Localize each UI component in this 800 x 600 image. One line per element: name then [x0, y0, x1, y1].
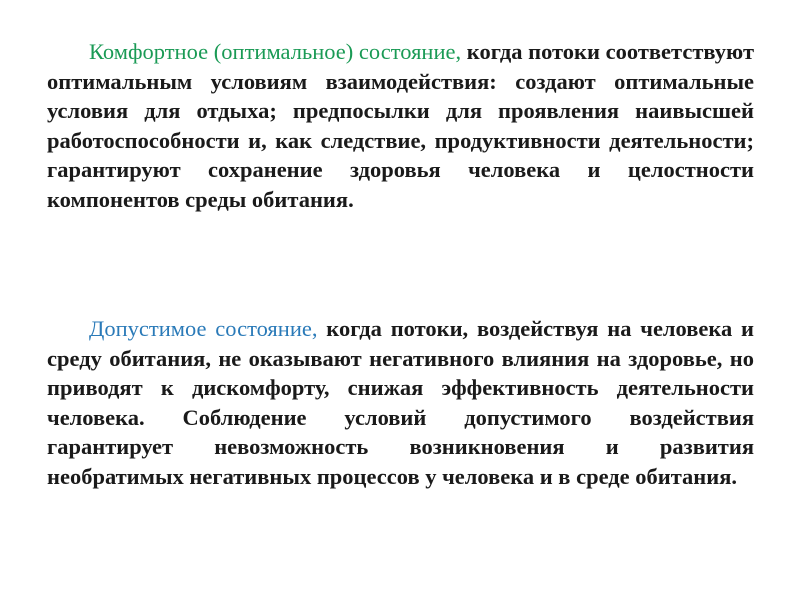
paragraph-text: когда потоки, воздействуя на человека и среду обитания, не оказывают негативного влияния на здоровье, но приводят к дискомфорту, снижая эффективность деятельности человека. Соблюдение условий допустимого воздействия гарантирует невозможность возникновения и развития необратимых негативных процессов у человека и в среде обитания.	[47, 316, 755, 489]
term-comfortable-state: Комфортное (оптимальное) состояние,	[89, 39, 462, 64]
paragraph-acceptable-state	[47, 314, 754, 492]
paragraph-text: когда потоки соответствуют оптимальным условиям взаимодействия: создают оптимальные условия для отдыха; предпосылки для проявления наивысшей работоспособности и, как следствие, продуктивности деятельности; гарантируют сохранение здоровья человека и целостности компонентов среды обитания.	[47, 39, 754, 212]
term-acceptable-state: Допустимое состояние,	[89, 316, 318, 341]
paragraph-comfortable-state	[47, 37, 754, 215]
